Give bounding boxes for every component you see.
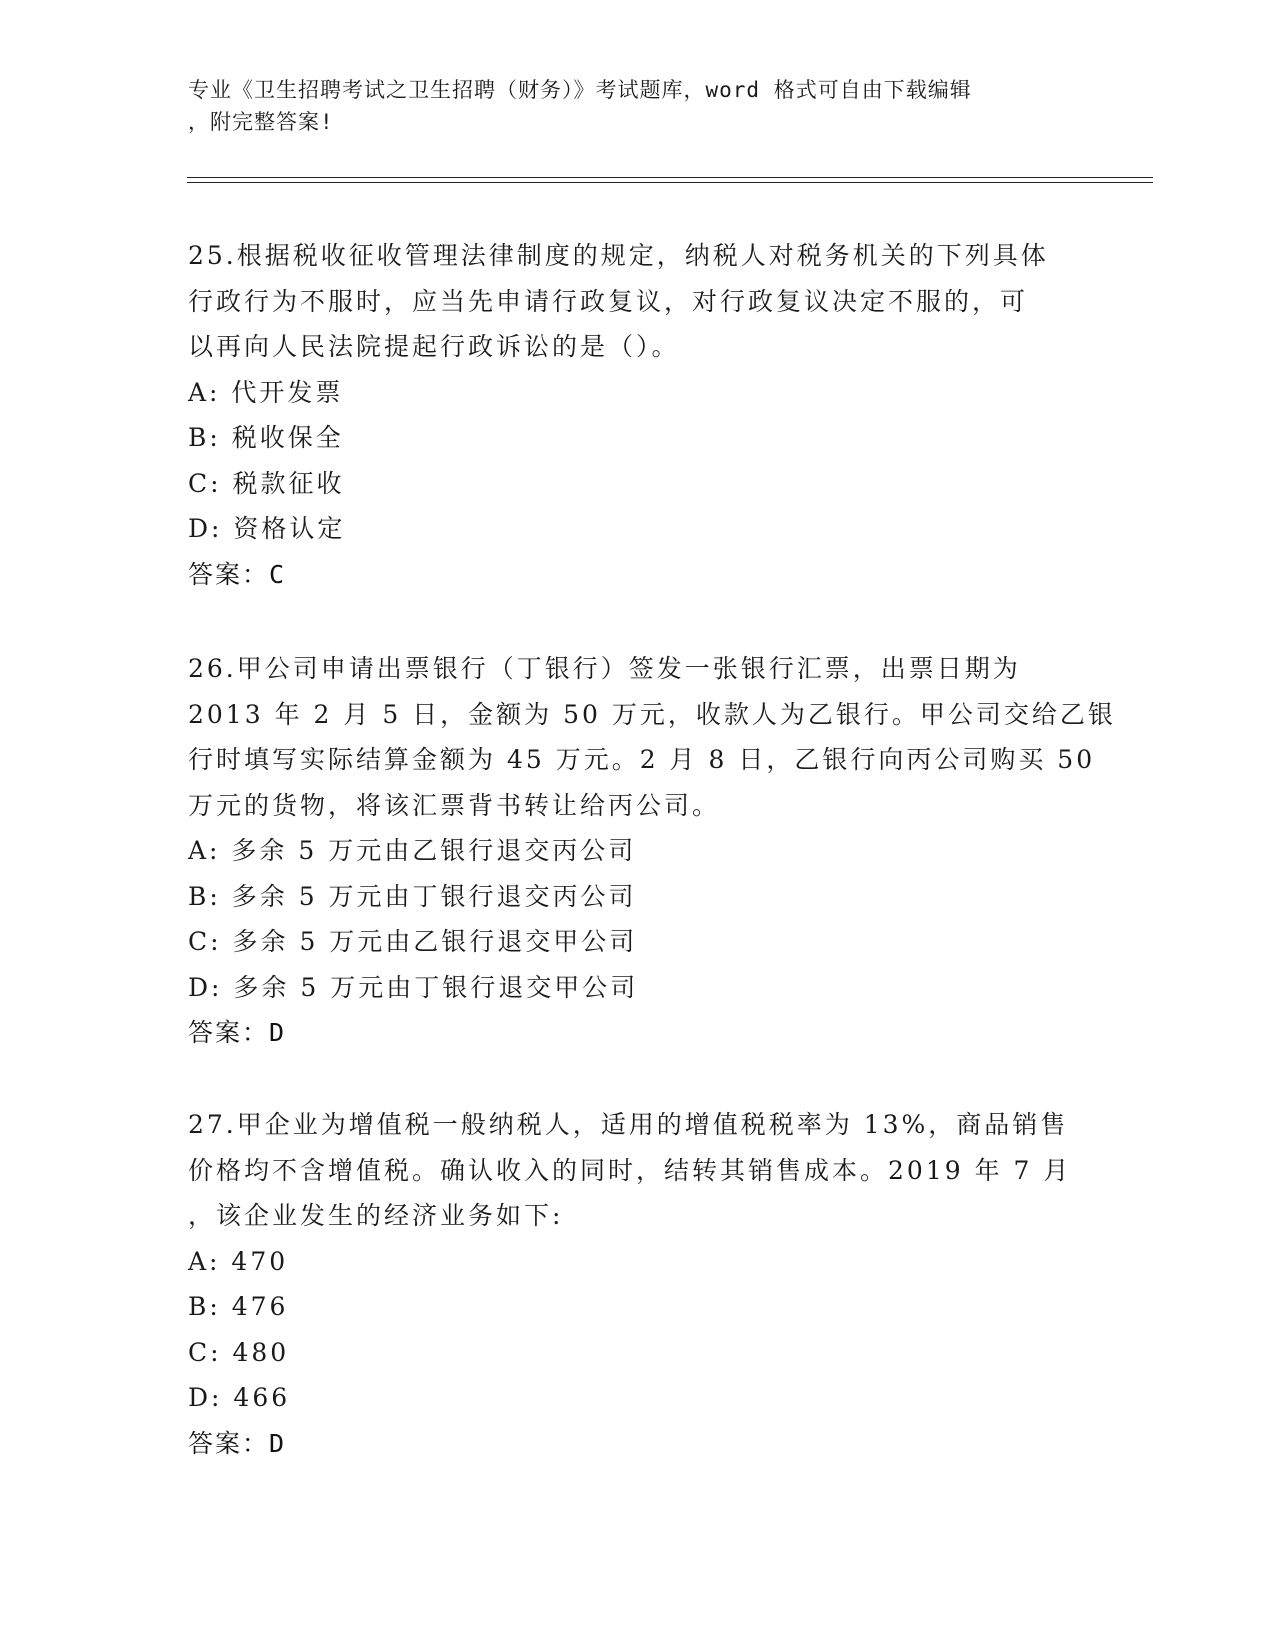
question-text-line: 万元的货物，将该汇票背书转让给丙公司。 (188, 790, 721, 820)
question-text-line: 27.甲企业为增值税一般纳税人，适用的增值税税率为 13%，商品销售 (188, 1110, 1069, 1139)
question-text-line: 行政行为不服时，应当先申请行政复议，对行政复议决定不服的，可 (188, 286, 1029, 316)
answer-value: D (269, 1428, 287, 1458)
option-c: C: 多余 5 万元由乙银行退交甲公司 (188, 927, 638, 956)
option-b: B: 多余 5 万元由丁银行退交丙公司 (188, 881, 637, 911)
document-header (188, 74, 1088, 138)
question-25 (188, 233, 1088, 597)
answer-value: D (269, 1018, 287, 1047)
answer (188, 552, 1088, 598)
question-text-line: 以再向人民法院提起行政诉讼的是（）。 (188, 332, 680, 361)
option-d: D: 466 (188, 1383, 291, 1412)
question-text-line: 行时填写实际结算金额为 45 万元。2 月 8 日，乙银行向丙公司购买 50 (188, 745, 1096, 774)
header-line-2: ，附完整答案! (188, 110, 334, 134)
answer-value: C (269, 559, 287, 589)
header-divider-bottom (187, 182, 1153, 183)
option-a: A: 多余 5 万元由乙银行退交丙公司 (188, 836, 637, 865)
question-27 (188, 1102, 1088, 1466)
answer-label: 答案： (188, 559, 270, 589)
header-divider-top (187, 177, 1153, 178)
option-b: B: 税收保全 (188, 423, 344, 452)
question-26 (188, 646, 1116, 1056)
answer (188, 1010, 1088, 1056)
answer (188, 1421, 1088, 1467)
option-c: C: 480 (188, 1337, 290, 1367)
question-text-line: 25.根据税收征收管理法律制度的规定，纳税人对税务机关的下列具体 (188, 241, 1049, 270)
answer-label: 答案： (188, 1428, 270, 1458)
header-line-1: 专业《卫生招聘考试之卫生招聘（财务）》考试题库，word 格式可自由下载编辑 (188, 78, 972, 102)
question-text-line: ，该企业发生的经济业务如下: (188, 1201, 564, 1230)
question-text-line: 26.甲公司申请出票银行（丁银行）签发一张银行汇票，出票日期为 (188, 654, 1021, 683)
question-text-line: 2013 年 2 月 5 日，金额为 50 万元，收款人为乙银行。甲公司交给乙银 (188, 699, 1116, 729)
option-d: D: 多余 5 万元由丁银行退交甲公司 (188, 972, 639, 1002)
option-a: A: 代开发票 (188, 377, 344, 407)
answer-label: 答案： (188, 1018, 270, 1047)
option-c: C: 税款征收 (188, 468, 345, 498)
option-b: B: 476 (188, 1292, 289, 1321)
option-a: A: 470 (188, 1246, 289, 1276)
option-d: D: 资格认定 (188, 514, 346, 543)
question-text-line: 价格均不含增值税。确认收入的同时，结转其销售成本。2019 年 7 月 (188, 1155, 1072, 1185)
